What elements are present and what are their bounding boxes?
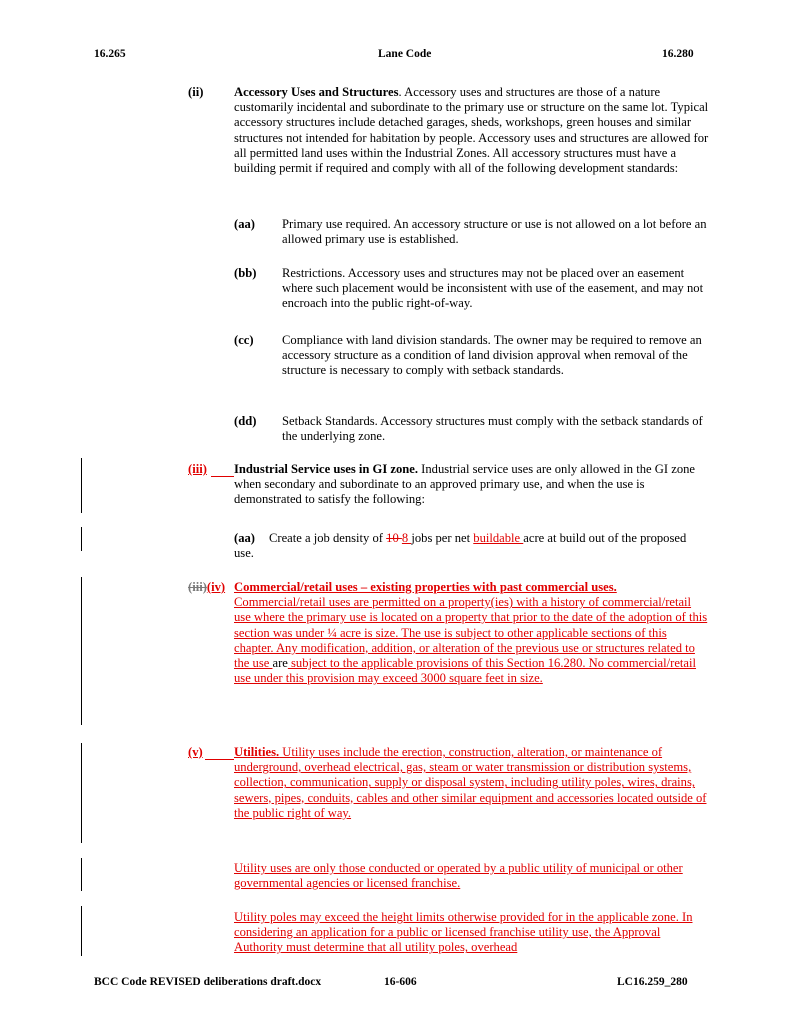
- accessory-uses-text: . Accessory uses and structures are those of a nature customarily incidental and subordinate to the primary use or structure on the same lot. Typical accessory structures include detached garages, sheds, workshops, green houses and similar structures not intended for habitation by people. Accessory uses and structures are allowed for all permitted land uses within the Industrial Zones. All accessory structures must have a building permit if required and comply with all of the following development standards:: [234, 85, 709, 176]
- accessory-uses-title: Accessory Uses and Structures: [234, 85, 399, 99]
- job-density-text: Create a job density of: [268, 531, 387, 545]
- commercial-retail-text: Commercial/retail uses are permitted on a property(ies) with a history of commercial/retail use where the primary use is located on a property that prior to the date of the adoption of this section was under ¼ acre is size. The use is subject to other applicable sections of this chapter. Any modification, addition, or alteration of the previous use or structures related to the use: [234, 595, 708, 671]
- subsection-label-iv: [188, 580, 225, 595]
- utilities-title: Utilities.: [234, 745, 280, 759]
- industrial-service-paragraph: [234, 462, 709, 508]
- subsection-label-v: (v): [188, 745, 203, 759]
- change-bar: [81, 743, 82, 843]
- commercial-retail-paragraph: [234, 580, 709, 686]
- footer-filename: BCC Code REVISED deliberations draft.docx: [94, 976, 322, 988]
- header-section-start: 16.265: [94, 48, 126, 60]
- header-title: Lane Code: [378, 48, 432, 60]
- inserted-text: 8: [401, 531, 412, 545]
- job-density-text: jobs per net: [411, 531, 474, 545]
- utility-poles-paragraph: Utility poles may exceed the height limits otherwise provided for in the applicable zone. In considering an application for a public or licensed franchise utility use, the Approval Authority must determine that all utility poles, overhead: [234, 910, 693, 955]
- inserted-underline: [205, 759, 234, 760]
- item-label-cc: (cc): [234, 333, 254, 347]
- item-label-bb: (bb): [234, 266, 257, 280]
- industrial-service-title: Industrial Service uses in GI zone.: [234, 462, 419, 476]
- plain-text: are: [272, 656, 288, 671]
- utilities-text: Utility uses include the erection, construction, alteration, or maintenance of underground, overhead electrical, gas, steam or water transmission or distribution systems, collection, communication, supply or disposal system, including utility poles, wires, drains, sewers, pipes, conduits, cables and other similar equipment and accessories located outside of the public right of way.: [234, 745, 707, 820]
- land-division-compliance-text: Compliance with land division standards. The owner may be required to remove an accessory structure as a condition of land division approval when removal of the structure is necessary to comply with setback standards.: [282, 333, 702, 378]
- change-bar: [81, 858, 82, 891]
- footer-code-reference: LC16.259_280: [617, 976, 688, 988]
- deleted-label: (iii): [188, 580, 207, 594]
- item-label-dd: (dd): [234, 414, 257, 428]
- job-density-text: acre at build out of the proposed use.: [234, 531, 687, 561]
- change-bar: [81, 906, 82, 956]
- subsection-label-ii: (ii): [188, 85, 204, 99]
- change-bar: [81, 527, 82, 551]
- change-bar: [81, 577, 82, 725]
- utility-operators-paragraph: Utility uses are only those conducted or operated by a public utility of municipal or other governmental agencies or licensed franchise.: [234, 861, 683, 891]
- commercial-retail-title: Commercial/retail uses – existing properties with past commercial uses.: [234, 580, 617, 594]
- accessory-uses-paragraph: [234, 85, 709, 176]
- job-density-paragraph: [234, 531, 709, 561]
- industrial-service-text: Industrial service uses are only allowed in the GI zone when secondary and subordinate to an approved primary use, and when the use is demonstrated to satisfy the following:: [234, 462, 696, 507]
- commercial-retail-text: subject to the applicable provisions of this Section 16.280. No commercial/retail use under this provision may exceed 3000 square feet in size.: [234, 656, 697, 686]
- inserted-label: (iv): [206, 580, 226, 594]
- item-label-aa: (aa): [234, 217, 255, 231]
- footer-page-number: 16-606: [384, 976, 417, 988]
- restrictions-text: Restrictions. Accessory uses and structures may not be placed over an easement where such placement would be inconsistent with use of the easement, and may not encroach into the public right-of-way.: [282, 266, 704, 311]
- utilities-paragraph: [234, 745, 709, 821]
- inserted-underline: [211, 476, 234, 477]
- deleted-text: 10: [386, 531, 402, 545]
- change-bar: [81, 458, 82, 513]
- item-label-aa: (aa): [234, 531, 255, 545]
- header-section-end: 16.280: [662, 48, 694, 60]
- inserted-text: buildable: [473, 531, 524, 545]
- primary-use-required-text: Primary use required. An accessory structure or use is not allowed on a lot before an allowed primary use is established.: [282, 217, 707, 247]
- setback-standards-text: Setback Standards. Accessory structures must comply with the setback standards of the underlying zone.: [282, 414, 703, 444]
- subsection-label-iii: (iii): [188, 462, 207, 476]
